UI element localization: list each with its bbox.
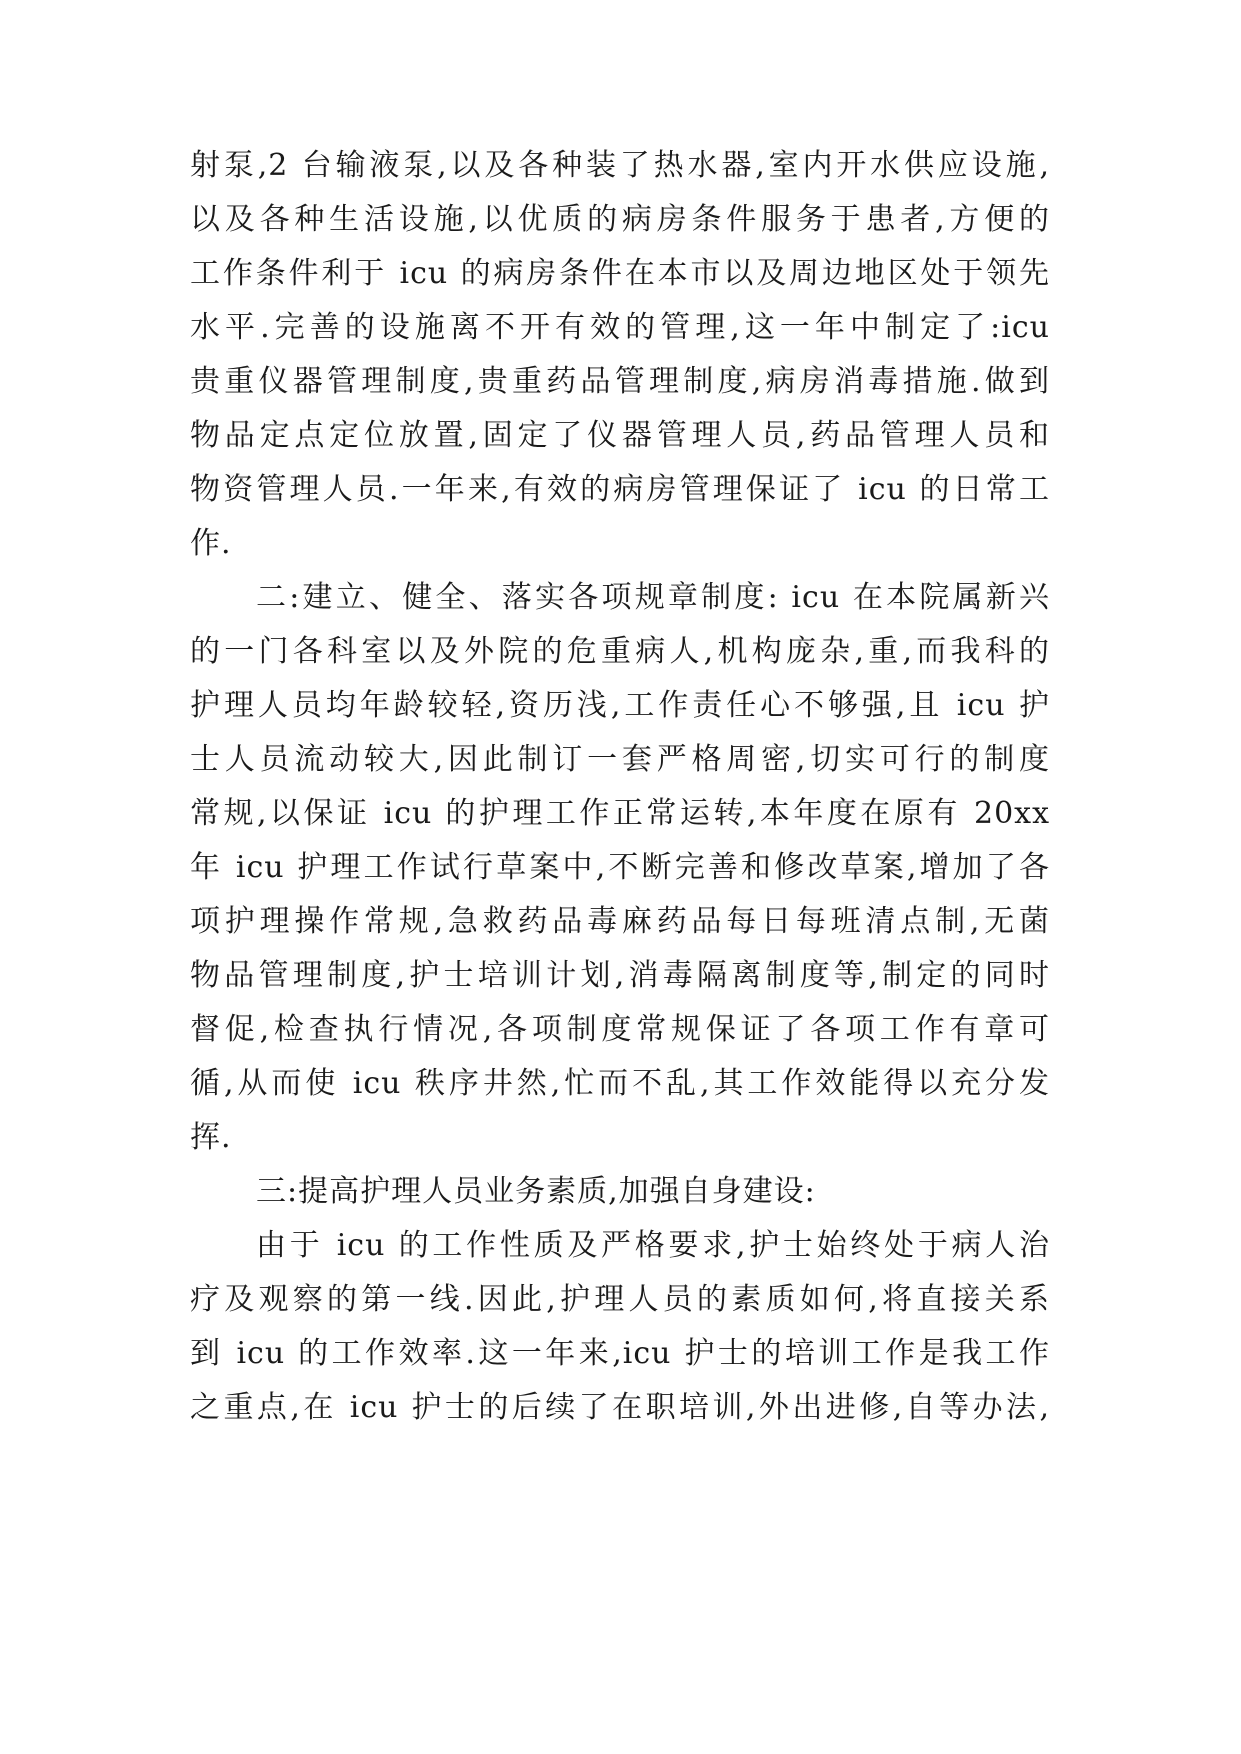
body-line: 物品管理制度,护士培训计划,消毒隔离制度等,制定的同时 [190,958,1050,993]
body-line: 之重点,在 icu 护士的后续了在职培训,外出进修,自等办法, [190,1390,1050,1425]
section-heading-2: 二:建立、健全、落实各项规章制度: icu 在本院属新兴 [256,580,1050,615]
body-line: 疗及观察的第一线.因此,护理人员的素质如何,将直接关系 [190,1282,1050,1317]
body-line: 到 icu 的工作效率.这一年来,icu 护士的培训工作是我工作 [190,1336,1050,1371]
body-line: 由于 icu 的工作性质及严格要求,护士始终处于病人治 [256,1228,1050,1263]
body-line: 贵重仪器管理制度,贵重药品管理制度,病房消毒措施.做到 [190,364,1050,399]
body-line: 水平.完善的设施离不开有效的管理,这一年中制定了:icu [190,310,1050,345]
body-line: 士人员流动较大,因此制订一套严格周密,切实可行的制度 [190,742,1050,777]
body-line: 工作条件利于 icu 的病房条件在本市以及周边地区处于领先 [190,256,1050,291]
body-line: 的一门各科室以及外院的危重病人,机构庞杂,重,而我科的 [190,634,1050,669]
body-line: 督促,检查执行情况,各项制度常规保证了各项工作有章可 [190,1012,1050,1047]
body-line: 作. [190,526,232,561]
section-heading-3: 三:提高护理人员业务素质,加强自身建设: [256,1174,816,1209]
body-line: 项护理操作常规,急救药品毒麻药品每日每班清点制,无菌 [190,904,1050,939]
body-line: 护理人员均年龄较轻,资历浅,工作责任心不够强,且 icu 护 [190,688,1050,723]
body-line: 常规,以保证 icu 的护理工作正常运转,本年度在原有 20xx [190,796,1050,831]
body-line: 物资管理人员.一年来,有效的病房管理保证了 icu 的日常工 [190,472,1050,507]
body-line: 挥. [190,1120,232,1155]
body-line: 物品定点定位放置,固定了仪器管理人员,药品管理人员和 [190,418,1050,453]
body-line: 射泵,2 台输液泵,以及各种装了热水器,室内开水供应设施, [190,148,1050,183]
body-line: 以及各种生活设施,以优质的病房条件服务于患者,方便的 [190,202,1050,237]
body-line: 循,从而使 icu 秩序井然,忙而不乱,其工作效能得以充分发 [190,1066,1050,1101]
body-line: 年 icu 护理工作试行草案中,不断完善和修改草案,增加了各 [190,850,1050,885]
